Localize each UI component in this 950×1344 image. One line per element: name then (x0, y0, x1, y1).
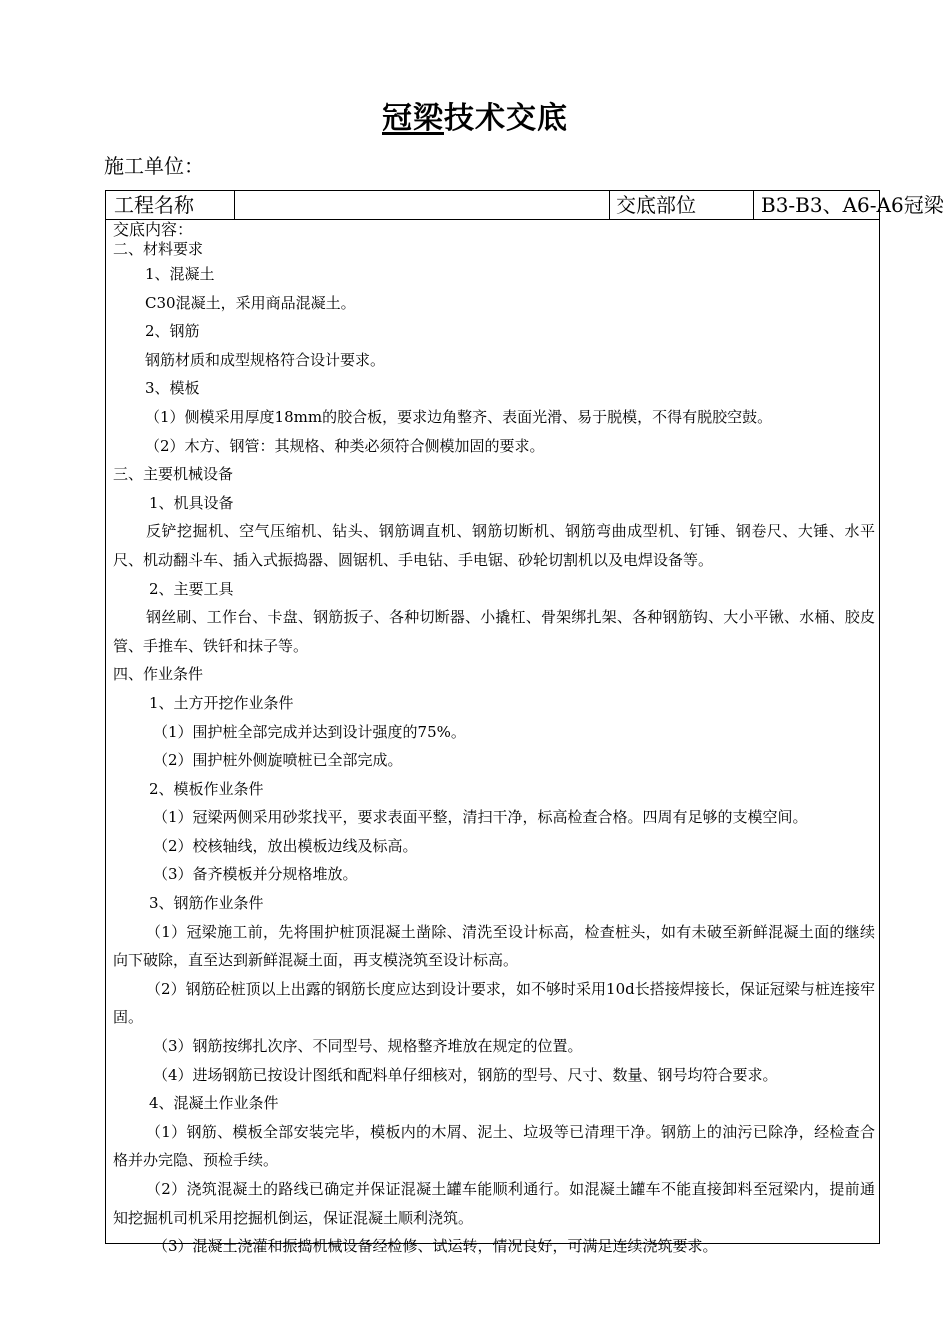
paragraph: （4）进场钢筋已按设计图纸和配料单仔细核对，钢筋的型号、尺寸、数量、钢号均符合要求。 (153, 1065, 778, 1084)
subsection-heading: 4、混凝土作业条件 (149, 1094, 279, 1113)
disclosure-part-label: 交底部位 (610, 191, 754, 219)
project-name-value (235, 191, 610, 219)
paragraph: 钢筋材质和成型规格符合设计要求。 (145, 350, 386, 369)
title-underlined-part: 冠梁 (382, 101, 444, 136)
subsection-heading: 3、钢筋作业条件 (149, 894, 264, 913)
subsection-heading: 1、土方开挖作业条件 (149, 693, 294, 712)
subsection-heading: 2、钢筋 (145, 322, 200, 341)
content-label: 交底内容： (113, 220, 194, 239)
paragraph: （1）围护桩全部完成并达到设计强度的75%。 (153, 722, 466, 741)
subsection-heading: 2、模板作业条件 (149, 779, 264, 798)
subsection-heading: 1、混凝土 (145, 265, 215, 283)
table-header-row (106, 191, 944, 220)
paragraph: （3）备齐模板并分规格堆放。 (153, 865, 358, 884)
disclosure-part-value: B3-B3、A6-A6冠梁 (761, 193, 944, 217)
title-rest: 技术交底 (444, 101, 568, 136)
paragraph: （2）围护桩外侧旋喷桩已全部完成。 (153, 751, 403, 770)
paragraph: （1）冠梁施工前，先将围护桩顶混凝土凿除、清洗至设计标高，检查桩头，如有未破至新鲜混凝土面的继续向下破除，直至达到新鲜混凝土面，再支模浇筑至设计标高。 (113, 922, 875, 970)
disclosure-content (113, 221, 875, 1261)
document-title (0, 97, 950, 141)
construction-unit-label: 施工单位： (104, 154, 204, 178)
section-heading: 四、作业条件 (113, 665, 204, 684)
paragraph: （1）钢筋、模板全部安装完毕，模板内的木屑、泥土、垃圾等已清理干净。钢筋上的油污已除净，经检查合格并办完隐、预检手续。 (113, 1122, 875, 1170)
paragraph: （3）混凝土浇灌和振捣机械设备经检修、试运转，情况良好，可满足连续浇筑要求。 (153, 1237, 718, 1256)
paragraph: （2）钢筋砼桩顶以上出露的钢筋长度应达到设计要求，如不够时采用10d长搭接焊接长，保证冠梁与桩连接牢固。 (113, 979, 875, 1027)
section-heading: 二、材料要求 (113, 240, 204, 258)
paragraph: （2）校核轴线，放出模板边线及标高。 (153, 836, 418, 855)
paragraph: 反铲挖掘机、空气压缩机、钻头、钢筋调直机、钢筋切断机、钢筋弯曲成型机、钉锤、钢卷尺、大锤、水平尺、机动翻斗车、插入式振捣器、圆锯机、手电钻、手电锯、砂轮切割机以及电焊设备等。 (113, 522, 875, 569)
project-name-label: 工程名称 (106, 191, 235, 219)
paragraph: （1）冠梁两侧采用砂浆找平，要求表面平整，清扫干净，标高检查合格。四周有足够的支模空间。 (153, 808, 808, 827)
paragraph: 钢丝刷、工作台、卡盘、钢筋扳子、各种切断器、小撬杠、骨架绑扎架、各种钢筋钩、大小平锹、水桶、胶皮管、手推车、铁钎和抹子等。 (113, 608, 875, 655)
subsection-heading: 3、模板 (145, 379, 200, 398)
subsection-heading: 1、机具设备 (149, 493, 234, 512)
paragraph: （3）钢筋按绑扎次序、不同型号、规格整齐堆放在规定的位置。 (153, 1037, 583, 1056)
paragraph: C30混凝土，采用商品混凝土。 (145, 293, 356, 312)
paragraph: （1）侧模采用厚度18mm的胶合板，要求边角整齐、表面光滑、易于脱模，不得有脱胶空鼓。 (145, 407, 773, 426)
section-heading: 三、主要机械设备 (113, 465, 234, 484)
disclosure-table (105, 190, 944, 1256)
subsection-heading: 2、主要工具 (149, 579, 234, 598)
paragraph: （2）浇筑混凝土的路线已确定并保证混凝土罐车能顺利通行。如混凝土罐车不能直接卸料至冠梁内，提前通知挖掘机司机采用挖掘机倒运，保证混凝土顺利浇筑。 (113, 1180, 875, 1227)
paragraph: （2）木方、钢管：其规格、种类必须符合侧模加固的要求。 (145, 436, 545, 455)
